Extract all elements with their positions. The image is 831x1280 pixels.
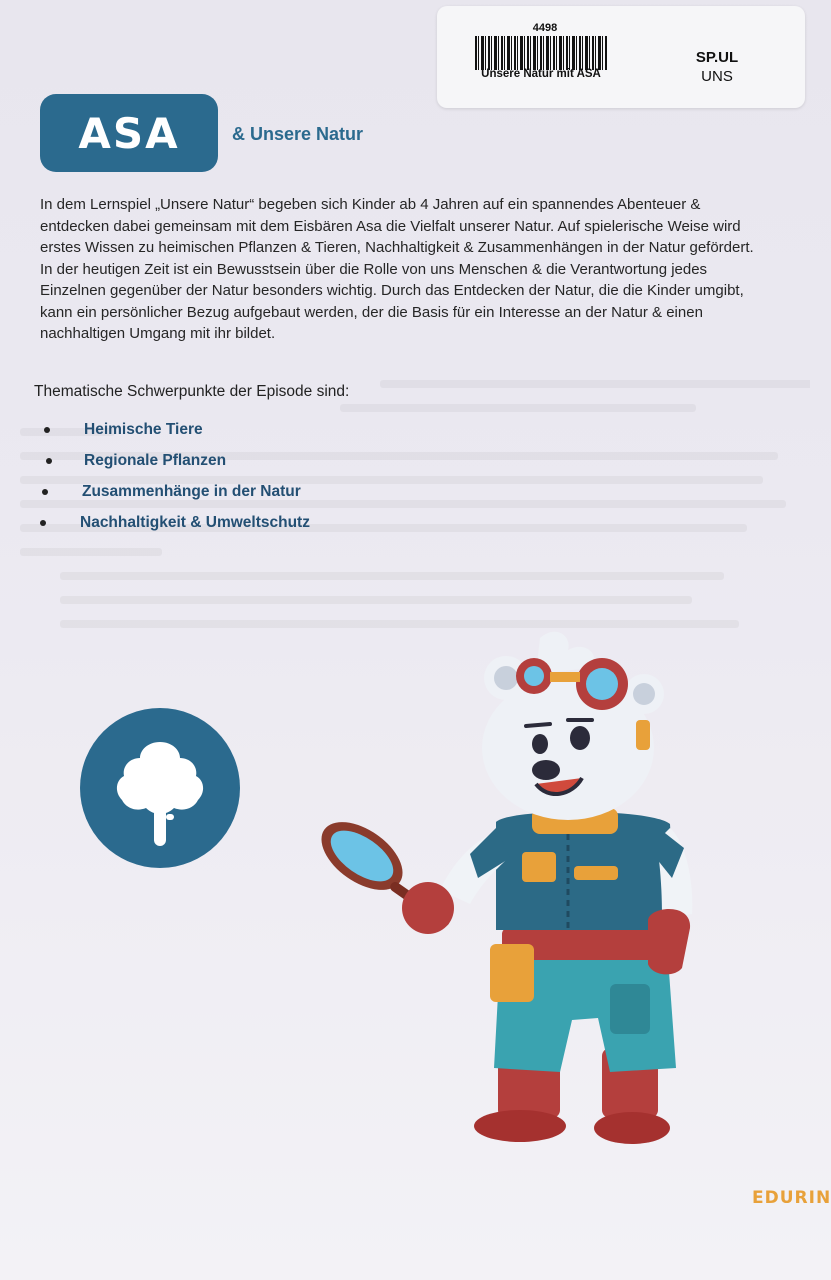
barcode-caption: Unsere Natur mit ASA	[481, 68, 601, 80]
page-subtitle: & Unsere Natur	[232, 124, 364, 144]
tree-icon	[80, 708, 240, 868]
bullet-icon	[44, 427, 50, 433]
asa-logo	[40, 94, 218, 172]
document-page: 4498 Unsere Natur mit ASA SP.UL UNS ASA & Unsere Natur In dem Lernspiel „Unsere Natur“ begeben sich Kinder ab 4 Jahren auf ein spannendes Abenteuer & entdecken dabei gemeinsam mit dem Eisbären Asa die Vielfalt unserer Natur. Auf spielerische Weise wird erstes Wissen zu heimischen Pflanzen & Tieren, Nachhaltigkeit & Zusammenhängen in der Natur gefördert. In der heutigen Zeit ist ein Bewusstsein über die Rolle von uns Menschen & die Verantwortung jedes Einzelnen gegenüber der Natur besonders wichtig. Durch das Entdecken der Natur, die die Kinder umgibt, kann ein persönlicher Bezug aufgebaut werden, der die Basis für ein Interesse an der Natur & einen nachhaltigen Umgang mit ihr bildet. Thematische Schwerpunkte der Episode sind: Heimische Tiere Regionale Pflanzen Zusammenhänge in der Natur Nachhaltigkeit & Umweltschutz EDURIN	[0, 0, 831, 1280]
bullet-icon	[46, 458, 52, 464]
shelf-subcode: UNS	[701, 68, 733, 85]
library-label	[437, 6, 805, 108]
barcode-number: 4498	[532, 22, 558, 34]
bear-explorer-illustration	[310, 628, 710, 1158]
barcode	[475, 36, 607, 70]
bullet-icon	[40, 520, 46, 526]
shelf-code: SP.UL	[695, 49, 739, 66]
bullet-icon	[42, 489, 48, 495]
intro-paragraph	[40, 194, 770, 345]
logo-text: ASA	[78, 108, 180, 158]
intro-text: In dem Lernspiel „Unsere Natur“ begeben sich Kinder ab 4 Jahren auf ein spannendes Abenteuer & entdecken dabei gemeinsam mit dem Eisbären Asa die Vielfalt unserer Natur. Auf spielerische Weise wird erstes Wissen zu heimischen Pflanzen & Tieren, Nachhaltigkeit & Zusammenhängen in der Natur gefördert. In der heutigen Zeit ist ein Bewusstsein über die Rolle von uns Menschen & die Verantwortung jedes Einzelnen gegenüber der Natur besonders wichtig. Durch das Entdecken der Natur, die die Kinder umgibt, kann ein persönlicher Bezug aufgebaut werden, der die Basis für ein Interesse an der Natur & einen nachhaltigen Umgang mit ihr bildet.	[40, 196, 754, 342]
topics-heading: Thematische Schwerpunkte der Episode sind:	[34, 383, 350, 400]
brand-logo: EDURIN	[752, 1188, 831, 1208]
